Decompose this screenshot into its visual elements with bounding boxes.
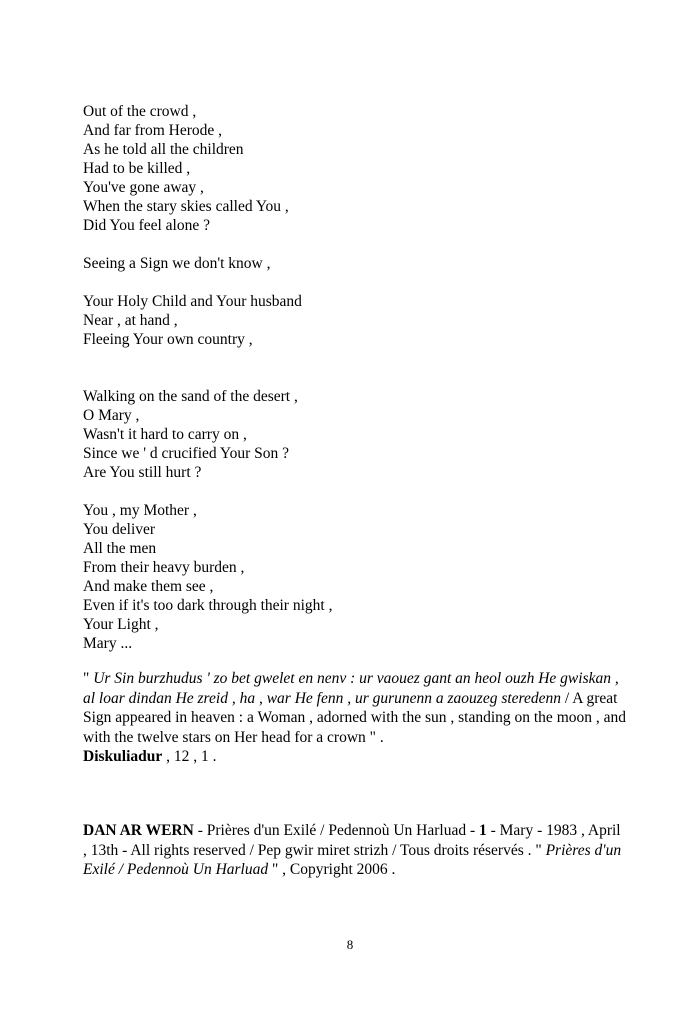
poem-line: Seeing a Sign we don't know ,: [83, 255, 271, 272]
footer-text: " , Copyright 2006 .: [268, 861, 396, 878]
poem-line: Walking on the sand of the desert ,: [83, 388, 298, 405]
stanza-5: [83, 501, 643, 653]
footer-text: - Prières d'un Exilé / Pedennoù Un Harluad -: [193, 822, 479, 839]
poem: [83, 102, 643, 653]
poem-line: Near , at hand ,: [83, 312, 178, 329]
poem-line: When the stary skies called You ,: [83, 198, 289, 215]
author-name: DAN AR WERN: [83, 822, 194, 839]
poem-line: Since we ' d crucified Your Son ?: [83, 445, 289, 462]
poem-line: Out of the crowd ,: [83, 103, 197, 120]
poem-line: Your Light ,: [83, 616, 159, 633]
poem-line: You've gone away ,: [83, 179, 204, 196]
poem-line: O Mary ,: [83, 407, 140, 424]
quote-breton-text: Ur Sin burzhudus ' zo bet gwelet en nenv : ur vaouez gant an heol ouzh He gwiskan , al loar dindan He zreid , ha , war He fenn , ur gurunenn a zaouzeg steredenn: [83, 670, 619, 707]
stanza-4: [83, 387, 643, 482]
poem-line: You deliver: [83, 521, 156, 538]
poem-line: All the men: [83, 540, 157, 557]
poem-number: 1: [478, 822, 487, 839]
poem-line: Mary ...: [83, 635, 133, 652]
stanza-1: [83, 102, 643, 235]
poem-line: Are You still hurt ?: [83, 464, 202, 481]
scripture-quote: [83, 669, 628, 767]
poem-line: And make them see ,: [83, 578, 214, 595]
stanza-2: [83, 254, 643, 273]
poem-line: Wasn't it hard to carry on ,: [83, 426, 247, 443]
poem-line: Had to be killed ,: [83, 160, 191, 177]
poem-line: You , my Mother ,: [83, 502, 197, 519]
poem-line: Your Holy Child and Your husband: [83, 293, 302, 310]
poem-line: From their heavy burden ,: [83, 559, 245, 576]
copyright-footer: [83, 821, 628, 880]
poem-line: Fleeing Your own country ,: [83, 331, 253, 348]
quote-reference: , 12 , 1 .: [162, 748, 217, 765]
footer-text: - Mary - 1983 , April , 13th - All rights reserved / Pep gwir miret strizh / Tous droits réservés . ": [83, 822, 621, 859]
quote-english-text: / A great Sign appeared in heaven : a Woman , adorned with the sun , standing on the moon , and with the twelve stars on Her head for a crown " .: [83, 689, 626, 746]
collection-title: Prières d'un Exilé / Pedennoù Un Harluad: [83, 841, 622, 878]
stanza-3: [83, 292, 643, 349]
quote-open-mark: ": [83, 670, 94, 687]
page-number: 8: [346, 937, 354, 952]
poem-line: As he told all the children: [83, 141, 244, 158]
poem-line: And far from Herode ,: [83, 122, 223, 139]
poem-line: Even if it's too dark through their night ,: [83, 597, 333, 614]
poem-line: Did You feel alone ?: [83, 217, 210, 234]
quote-source: Diskuliadur: [83, 748, 163, 765]
